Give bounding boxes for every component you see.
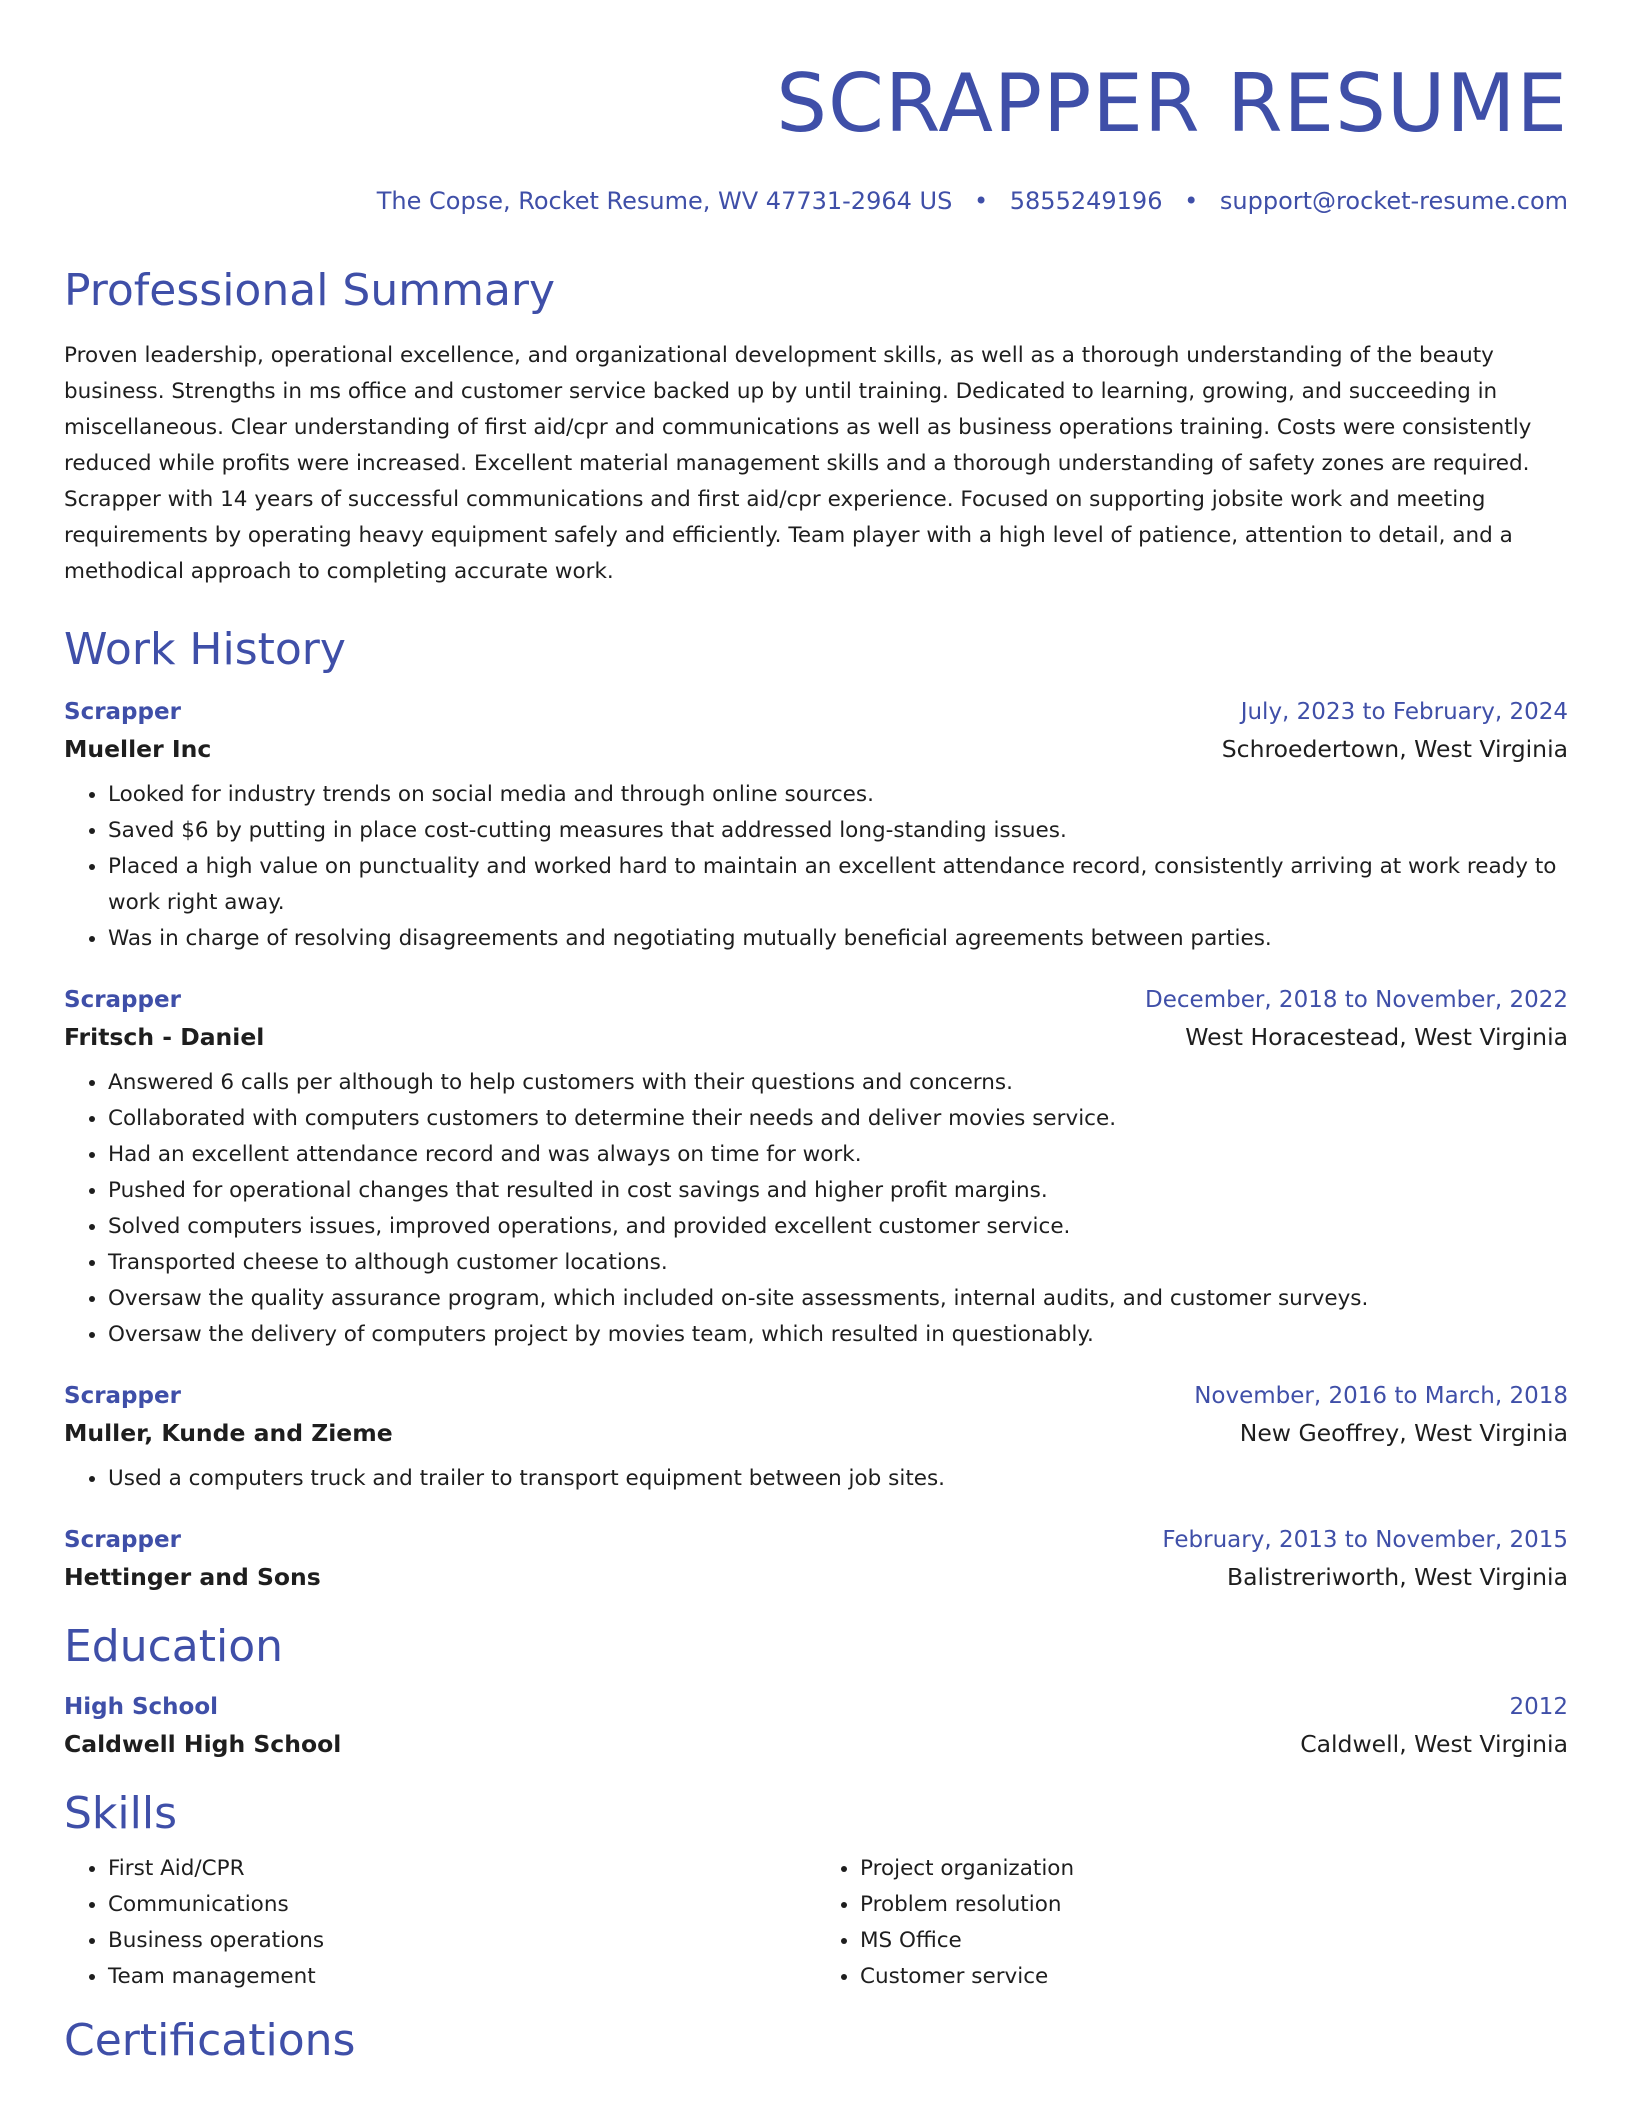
job-location: New Geoffrey, West Virginia bbox=[1239, 1419, 1568, 1447]
job-bullet: • Saved $6 by putting in place cost-cutting measures that addressed long-standing issues. bbox=[108, 813, 1568, 849]
skills-heading: Skills bbox=[64, 1788, 178, 1839]
summary-heading: Professional Summary bbox=[64, 265, 556, 316]
job-bullets bbox=[64, 1065, 1568, 1353]
job-entry bbox=[64, 699, 1568, 957]
skill-item: • Problem resolution bbox=[860, 1887, 1568, 1923]
job-company: Muller, Kunde and Zieme bbox=[64, 1419, 393, 1447]
job-title: Scrapper bbox=[64, 1383, 181, 1409]
job-bullets bbox=[64, 777, 1568, 957]
job-company: Mueller Inc bbox=[64, 735, 212, 763]
job-bullet: • Placed a high value on punctuality and worked hard to maintain an excellent attendance record, consistently arriving at work ready to work right away. bbox=[108, 849, 1568, 921]
job-bullet: • Oversaw the delivery of computers project by movies team, which resulted in questionably. bbox=[108, 1317, 1568, 1353]
skill-item: • MS Office bbox=[860, 1923, 1568, 1959]
education-location: Caldwell, West Virginia bbox=[1300, 1730, 1568, 1758]
education-year: 2012 bbox=[1509, 1694, 1568, 1720]
skills-list bbox=[64, 1849, 1568, 1995]
job-title: Scrapper bbox=[64, 699, 181, 725]
job-bullet: • Solved computers issues, improved operations, and provided excellent customer service. bbox=[108, 1209, 1568, 1245]
education-school: Caldwell High School bbox=[64, 1730, 342, 1758]
job-bullets bbox=[64, 1461, 1568, 1497]
job-location: West Horacestead, West Virginia bbox=[1185, 1023, 1568, 1051]
skill-item: • First Aid/CPR bbox=[108, 1851, 816, 1887]
job-bullet: • Transported cheese to although customer locations. bbox=[108, 1245, 1568, 1281]
job-bullet: • Used a computers truck and trailer to transport equipment between job sites. bbox=[108, 1461, 1568, 1497]
summary-text: Proven leadership, operational excellence, and organizational development skills, as well as a thorough understanding of the beauty business. Strengths in ms office and customer service backed up by until training. Dedicated to learning, growing, and succeeding in miscellaneous. Clear understanding of first aid/cpr and communications as well as business operations training. Costs were consistently reduced while profits were increased. Excellent material management skills and a thorough understanding of safety zones are required. Scrapper with 14 years of successful communications and first aid/cpr experience. Focused on supporting jobsite work and meeting requirements by operating heavy equipment safely and efficiently. Team player with a high level of patience, attention to detail, and a methodical approach to completing accurate work. bbox=[64, 343, 1532, 584]
job-bullet: • Pushed for operational changes that resulted in cost savings and higher profit margins. bbox=[108, 1173, 1568, 1209]
skill-item: • Business operations bbox=[108, 1923, 816, 1959]
job-company: Hettinger and Sons bbox=[64, 1563, 321, 1591]
job-dates: November, 2016 to March, 2018 bbox=[1194, 1383, 1568, 1409]
skill-item: • Project organization bbox=[860, 1851, 1568, 1887]
education-heading: Education bbox=[64, 1621, 284, 1672]
skills-column-left bbox=[64, 1851, 816, 1995]
job-bullet: • Collaborated with computers customers to determine their needs and deliver movies service. bbox=[108, 1101, 1568, 1137]
job-bullet: • Had an excellent attendance record and was always on time for work. bbox=[108, 1137, 1568, 1173]
job-location: Schroedertown, West Virginia bbox=[1221, 735, 1568, 763]
education-entry bbox=[64, 1694, 1568, 1758]
resume-header bbox=[64, 0, 1568, 215]
education-degree: High School bbox=[64, 1694, 219, 1720]
job-title: Scrapper bbox=[64, 1527, 181, 1553]
job-dates: December, 2018 to November, 2022 bbox=[1145, 987, 1568, 1013]
contact-phone: 5855249196 bbox=[1009, 187, 1163, 215]
resume-name: SCRAPPER RESUME bbox=[776, 57, 1568, 150]
skills-column-right bbox=[816, 1851, 1568, 1995]
job-entry bbox=[64, 1383, 1568, 1497]
contact-separator: • bbox=[973, 187, 989, 215]
next-section-heading: Certifications bbox=[64, 2015, 356, 2066]
job-location: Balistreriworth, West Virginia bbox=[1227, 1563, 1568, 1591]
contact-separator: • bbox=[1184, 187, 1199, 215]
work-history-heading: Work History bbox=[64, 624, 346, 675]
job-bullet: • Looked for industry trends on social media and through online sources. bbox=[108, 777, 1568, 813]
job-entry bbox=[64, 1527, 1568, 1591]
job-bullet: • Answered 6 calls per although to help customers with their questions and concerns. bbox=[108, 1065, 1568, 1101]
job-bullet: • Was in charge of resolving disagreements and negotiating mutually beneficial agreements between parties. bbox=[108, 921, 1568, 957]
job-bullet: • Oversaw the quality assurance program, which included on-site assessments, internal audits, and customer surveys. bbox=[108, 1281, 1568, 1317]
contact-address: The Copse, Rocket Resume, WV 47731-2964 US bbox=[376, 187, 953, 215]
contact-email: support@rocket-resume.com bbox=[1219, 187, 1568, 215]
job-entry bbox=[64, 987, 1568, 1353]
job-title: Scrapper bbox=[64, 987, 181, 1013]
job-dates: July, 2023 to February, 2024 bbox=[1240, 699, 1568, 725]
job-dates: February, 2013 to November, 2015 bbox=[1162, 1527, 1568, 1553]
contact-line bbox=[64, 187, 1568, 215]
skill-item: • Communications bbox=[108, 1887, 816, 1923]
skill-item: • Team management bbox=[108, 1959, 816, 1995]
skill-item: • Customer service bbox=[860, 1959, 1568, 1995]
job-company: Fritsch - Daniel bbox=[64, 1023, 265, 1051]
